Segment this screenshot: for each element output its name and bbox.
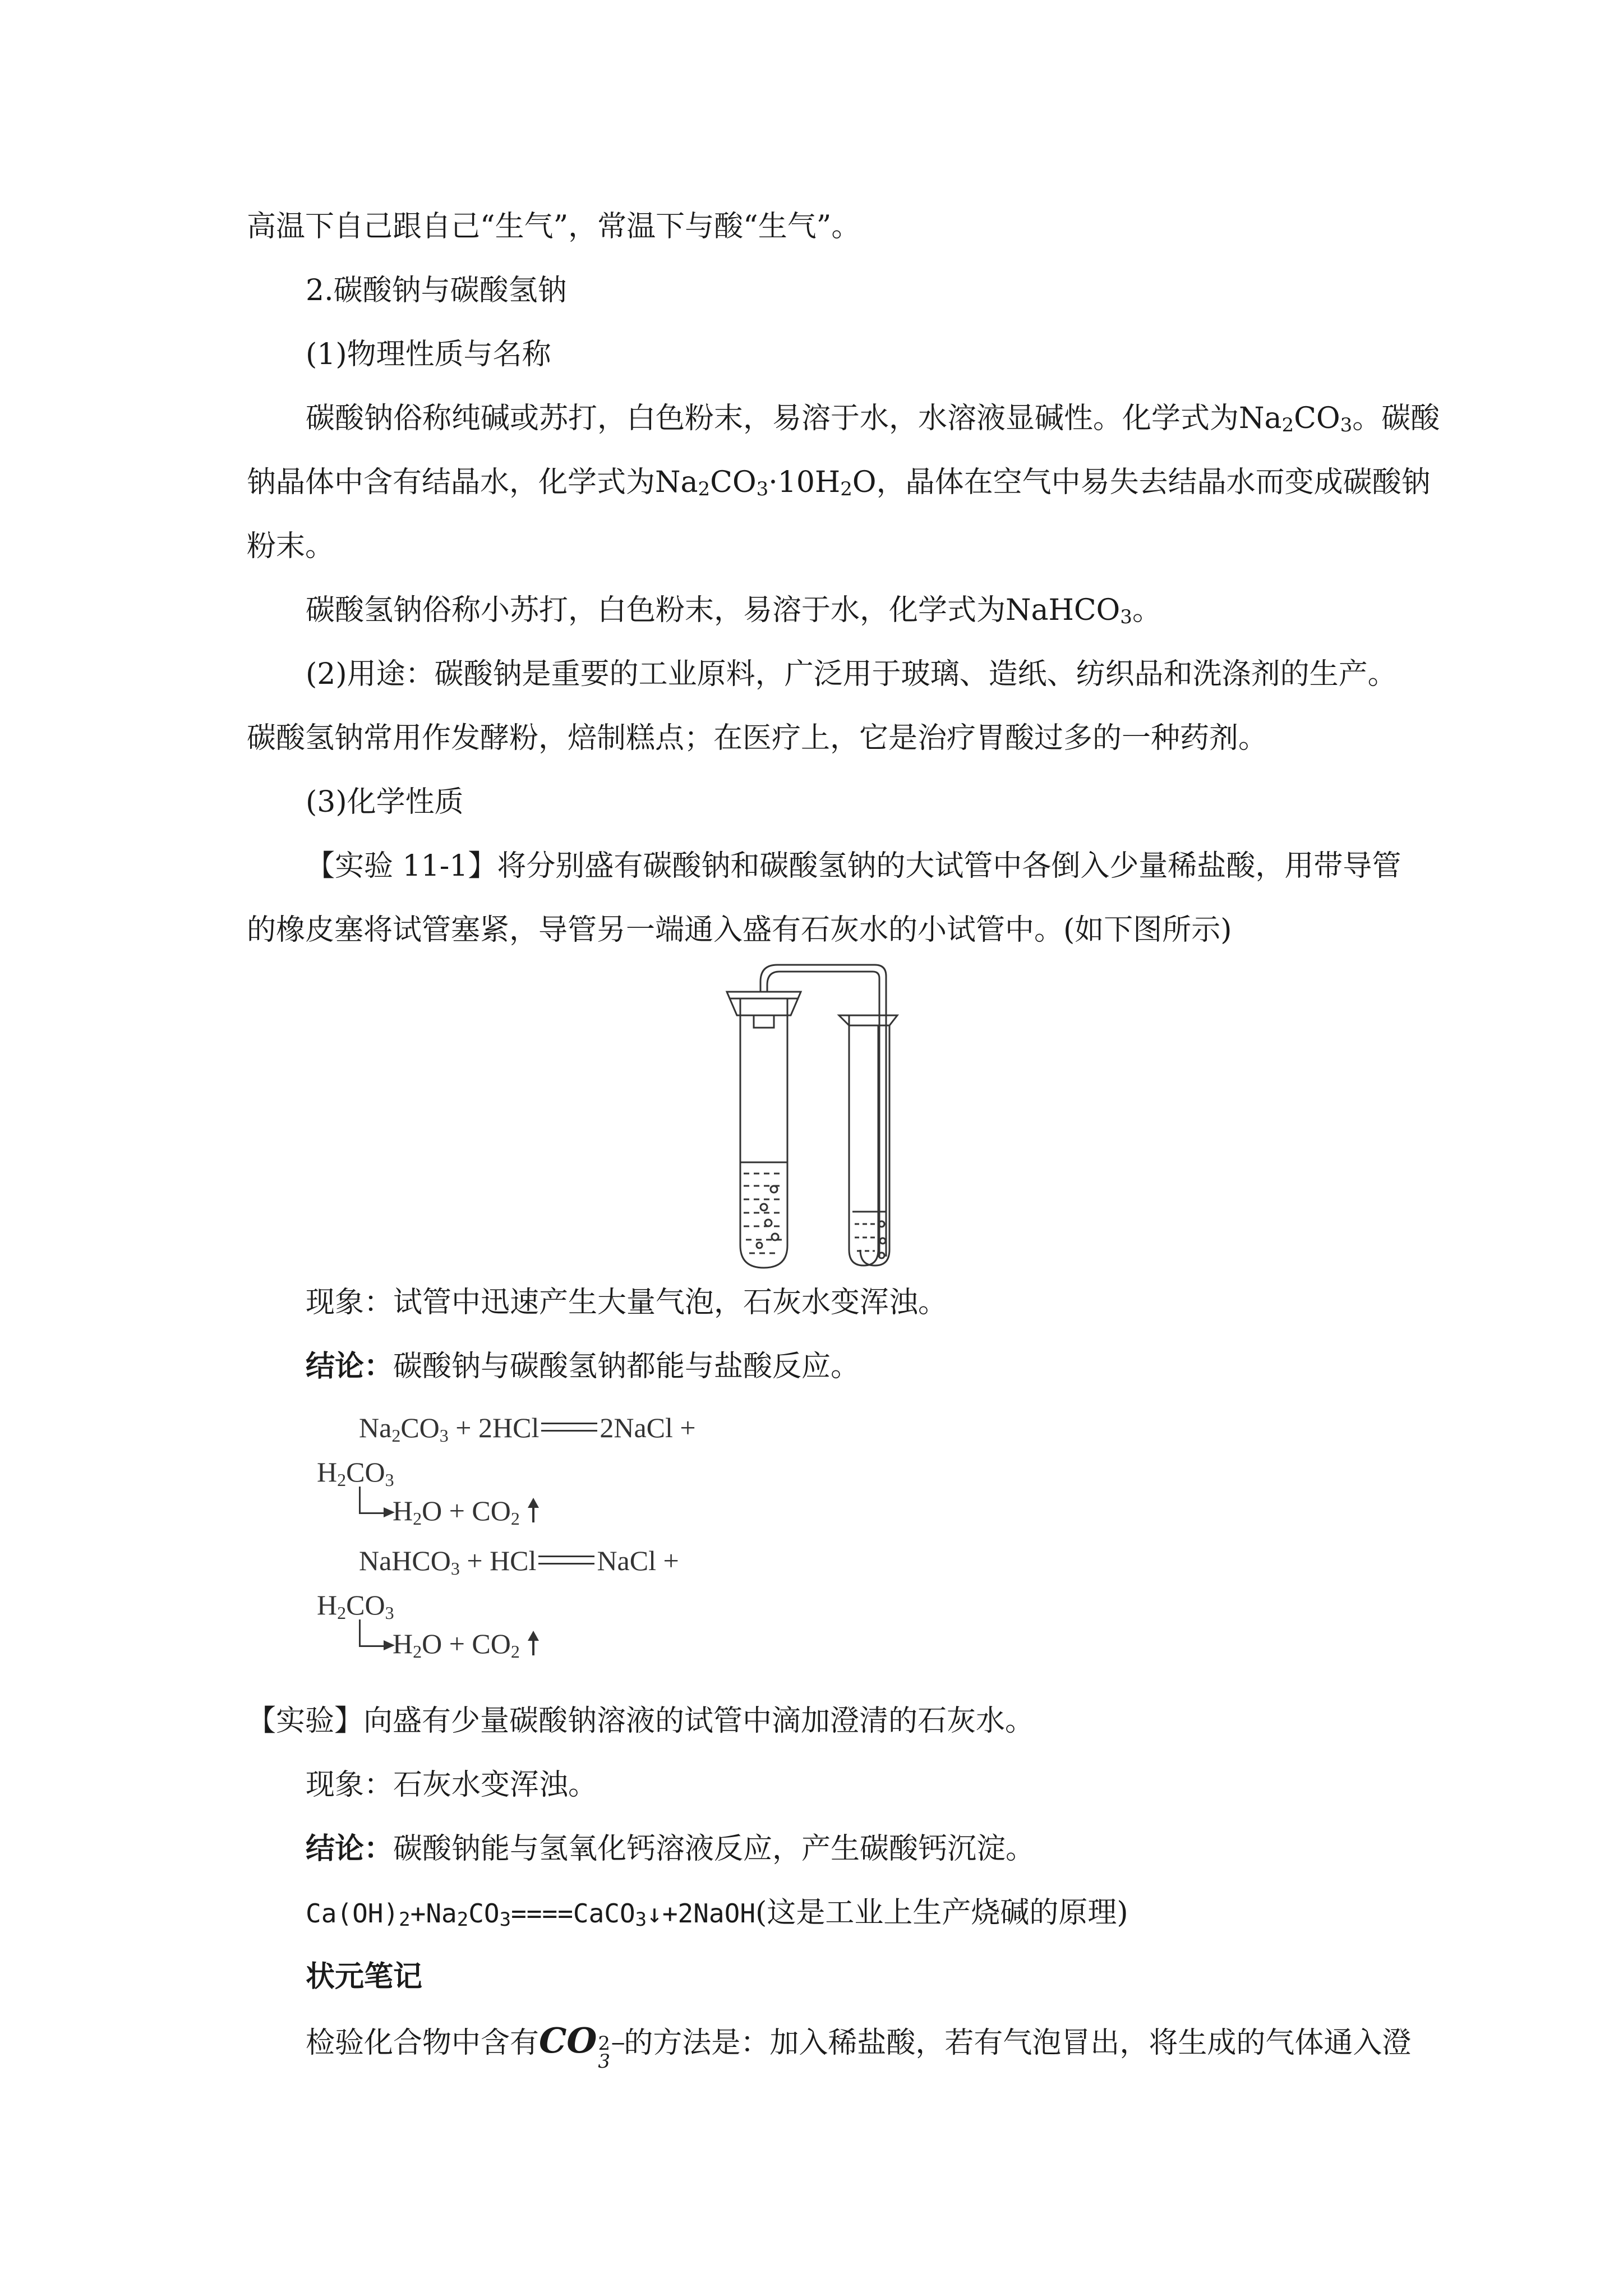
text-span: 碳酸钠俗称纯碱或苏打，白色粉末，易溶于水，水溶液显碱性。化学式为 bbox=[306, 402, 1239, 435]
text-span: (这是工业上生产烧碱的原理) bbox=[755, 1896, 1128, 1930]
equals-sign bbox=[538, 1556, 594, 1565]
paragraph-line: 现象：试管中迅速产生大量气泡，石灰水变浑浊。 bbox=[306, 1286, 948, 1319]
decomposition-arrow bbox=[359, 1619, 386, 1647]
paragraph-line bbox=[306, 1347, 1455, 1386]
gas-up-arrow-icon bbox=[528, 1631, 539, 1655]
equation-2-intermediate: $H_2CO_3$ bbox=[317, 1589, 394, 1623]
decomposition-arrow bbox=[359, 1487, 386, 1514]
paragraph-line: 现象：石灰水变浑浊。 bbox=[306, 1768, 598, 1802]
small-test-tube bbox=[849, 1015, 878, 1266]
conclusion-label: 结论： bbox=[306, 1349, 394, 1383]
large-test-tube bbox=[740, 999, 787, 1268]
paragraph-line: 碳酸氢钠常用作发酵粉，焙制糕点；在医疗上，它是治疗胃酸过多的一种药剂。 bbox=[247, 721, 1268, 755]
text-span: 钠晶体中含有结晶水，化学式为 bbox=[247, 466, 656, 499]
apparatus-figure bbox=[712, 954, 925, 1279]
paragraph-line: 粉末。 bbox=[247, 530, 335, 563]
text-span: ，晶体在空气中易失去结晶水而变成碳酸钠 bbox=[876, 466, 1431, 499]
text-span: 碳酸钠与碳酸氢钠都能与盐酸反应。 bbox=[393, 1350, 860, 1383]
text-span: 检验化合物中含有 bbox=[306, 2026, 540, 2060]
equation-2-line: NaHCO$_3$ + HCl NaCl + bbox=[359, 1545, 679, 1579]
conclusion-label: 结论： bbox=[306, 1832, 394, 1866]
paragraph-line bbox=[306, 399, 1455, 444]
equals-sign bbox=[541, 1423, 597, 1432]
subsection-heading: (3)化学性质 bbox=[306, 785, 464, 819]
equation-1-products: $H_2O + CO_2$ bbox=[393, 1494, 539, 1535]
formula-nahco3: NaHCO$_3$ bbox=[1006, 593, 1132, 628]
reaction-equation-line bbox=[306, 1894, 1455, 1939]
subsection-heading: (1)物理性质与名称 bbox=[306, 338, 551, 371]
text-span: 的方法是：加入稀盐酸，若有气泡冒出，将生成的气体通入澄 bbox=[624, 2026, 1412, 2060]
paragraph-line: (2)用途：碳酸钠是重要的工业原料，广泛用于玻璃、造纸、纺织品和洗涤剂的生产。 bbox=[306, 657, 1397, 691]
text-span: 碳酸氢钠俗称小苏打，白色粉末，易溶于水，化学式为 bbox=[306, 593, 1006, 627]
text-span: 碳酸钠能与氢氧化钙溶液反应，产生碳酸钙沉淀。 bbox=[393, 1832, 1035, 1866]
paragraph-line bbox=[306, 1830, 1455, 1868]
gas-up-arrow-icon bbox=[528, 1498, 539, 1522]
text-span: 。 bbox=[1132, 593, 1161, 627]
equation-1-line: $Na_2CO_3 + 2HCl$ 2NaCl + bbox=[359, 1412, 696, 1446]
text-span: 。碳酸 bbox=[1352, 402, 1440, 435]
note-heading: 状元笔记 bbox=[306, 1959, 423, 1994]
paragraph-line: 高温下自己跟自己“生气”，常温下与酸“生气”。 bbox=[247, 210, 861, 243]
paragraph-line: 【实验 11-1】将分别盛有碳酸钠和碳酸氢钠的大试管中各倒入少量稀盐酸，用带导管 bbox=[306, 849, 1401, 883]
formula-na2co3-hydrate: $Na_2CO_3\cdot 10H_2O$ bbox=[655, 466, 877, 500]
section-heading: 2.碳酸钠与碳酸氢钠 bbox=[306, 274, 567, 307]
paragraph-line: 的橡皮塞将试管塞紧，导管另一端通入盛有石灰水的小试管中。(如下图所示) bbox=[247, 913, 1232, 947]
formula-na2co3: $Na_2CO_3$ bbox=[1239, 402, 1353, 436]
formula-carbonate-ion: CO 2− 3 bbox=[539, 2020, 626, 2073]
equation-2-products: $H_2O + CO_2$ bbox=[393, 1627, 539, 1668]
paragraph-line bbox=[247, 463, 1431, 508]
rubber-stopper bbox=[727, 992, 801, 1015]
paragraph-line bbox=[306, 591, 1455, 636]
equation-1-intermediate: $H_2CO_3$ bbox=[317, 1456, 394, 1490]
formula-caoh2-equation: $Ca(OH)_2+Na_2CO_3====CaCO_3↓+2NaOH$ bbox=[306, 1898, 756, 1931]
paragraph-line: 【实验】向盛有少量碳酸钠溶液的试管中滴加澄清的石灰水。 bbox=[247, 1704, 1035, 1738]
paragraph-line bbox=[306, 2020, 1455, 2073]
